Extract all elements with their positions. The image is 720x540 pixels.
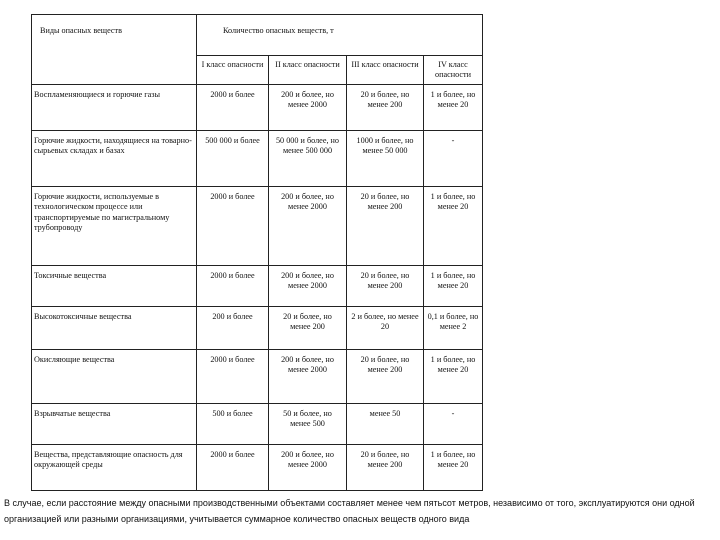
table-header-row	[32, 15, 483, 56]
header-class-3: III класс опасности	[347, 56, 424, 85]
table-row	[32, 187, 483, 266]
cell-class-1: 200 и более	[197, 307, 269, 350]
header-quantity: Количество опасных веществ, т	[197, 15, 483, 56]
cell-class-4: 0,1 и более, но менее 2	[424, 307, 483, 350]
table-row	[32, 266, 483, 307]
table-row	[32, 350, 483, 404]
row-substance-name: Окисляющие вещества	[32, 350, 197, 404]
cell-class-2: 200 и более, но менее 2000	[269, 445, 347, 491]
cell-class-3: 20 и более, но менее 200	[347, 266, 424, 307]
cell-class-2: 200 и более, но менее 2000	[269, 85, 347, 131]
cell-class-2: 20 и более, но менее 200	[269, 307, 347, 350]
row-substance-name: Взрывчатые вещества	[32, 404, 197, 445]
row-substance-name: Токсичные вещества	[32, 266, 197, 307]
header-substance-type: Виды опасных веществ	[32, 15, 197, 85]
hazardous-substances-table	[31, 14, 483, 491]
row-substance-name: Воспламеняющиеся и горючие газы	[32, 85, 197, 131]
cell-class-2: 200 и более, но менее 2000	[269, 350, 347, 404]
header-class-2: II класс опасности	[269, 56, 347, 85]
cell-class-3: 1000 и более, но менее 50 000	[347, 131, 424, 187]
cell-class-2: 50 000 и более, но менее 500 000	[269, 131, 347, 187]
row-substance-name: Высокотоксичные вещества	[32, 307, 197, 350]
footnote-text: В случае, если расстояние между опасными производственными объектами составляет менее чем пятьсот метров, независимо от того, эксплуатируются они одной организацией или разными организациями, учитывается суммарное количество опасных веществ одного вида	[4, 498, 695, 524]
cell-class-4: 1 и более, но менее 20	[424, 445, 483, 491]
cell-class-3: 20 и более, но менее 200	[347, 187, 424, 266]
cell-class-3: 20 и более, но менее 200	[347, 85, 424, 131]
cell-class-2: 50 и более, но менее 500	[269, 404, 347, 445]
cell-class-3: 2 и более, но менее 20	[347, 307, 424, 350]
cell-class-4: 1 и более, но менее 20	[424, 187, 483, 266]
row-substance-name: Горючие жидкости, используемые в технологическом процессе или транспортируемые по магистральному трубопроводу	[32, 187, 197, 266]
cell-class-4: 1 и более, но менее 20	[424, 85, 483, 131]
header-class-4: IV класс опасности	[424, 56, 483, 85]
cell-class-3: 20 и более, но менее 200	[347, 445, 424, 491]
cell-class-2: 200 и более, но менее 2000	[269, 266, 347, 307]
cell-class-1: 2000 и более	[197, 85, 269, 131]
cell-class-3: менее 50	[347, 404, 424, 445]
row-substance-name: Горючие жидкости, находящиеся на товарно-сырьевых складах и базах	[32, 131, 197, 187]
table-row	[32, 131, 483, 187]
row-substance-name: Вещества, представляющие опасность для окружающей среды	[32, 445, 197, 491]
cell-class-1: 2000 и более	[197, 445, 269, 491]
cell-class-4: -	[424, 131, 483, 187]
cell-class-1: 500 000 и более	[197, 131, 269, 187]
table-row	[32, 404, 483, 445]
table-row	[32, 307, 483, 350]
cell-class-2: 200 и более, но менее 2000	[269, 187, 347, 266]
table-row	[32, 85, 483, 131]
table-row	[32, 445, 483, 491]
cell-class-1: 2000 и более	[197, 350, 269, 404]
cell-class-1: 2000 и более	[197, 187, 269, 266]
cell-class-1: 500 и более	[197, 404, 269, 445]
cell-class-4: -	[424, 404, 483, 445]
cell-class-4: 1 и более, но менее 20	[424, 266, 483, 307]
cell-class-1: 2000 и более	[197, 266, 269, 307]
cell-class-3: 20 и более, но менее 200	[347, 350, 424, 404]
header-class-1: I класс опасности	[197, 56, 269, 85]
cell-class-4: 1 и более, но менее 20	[424, 350, 483, 404]
